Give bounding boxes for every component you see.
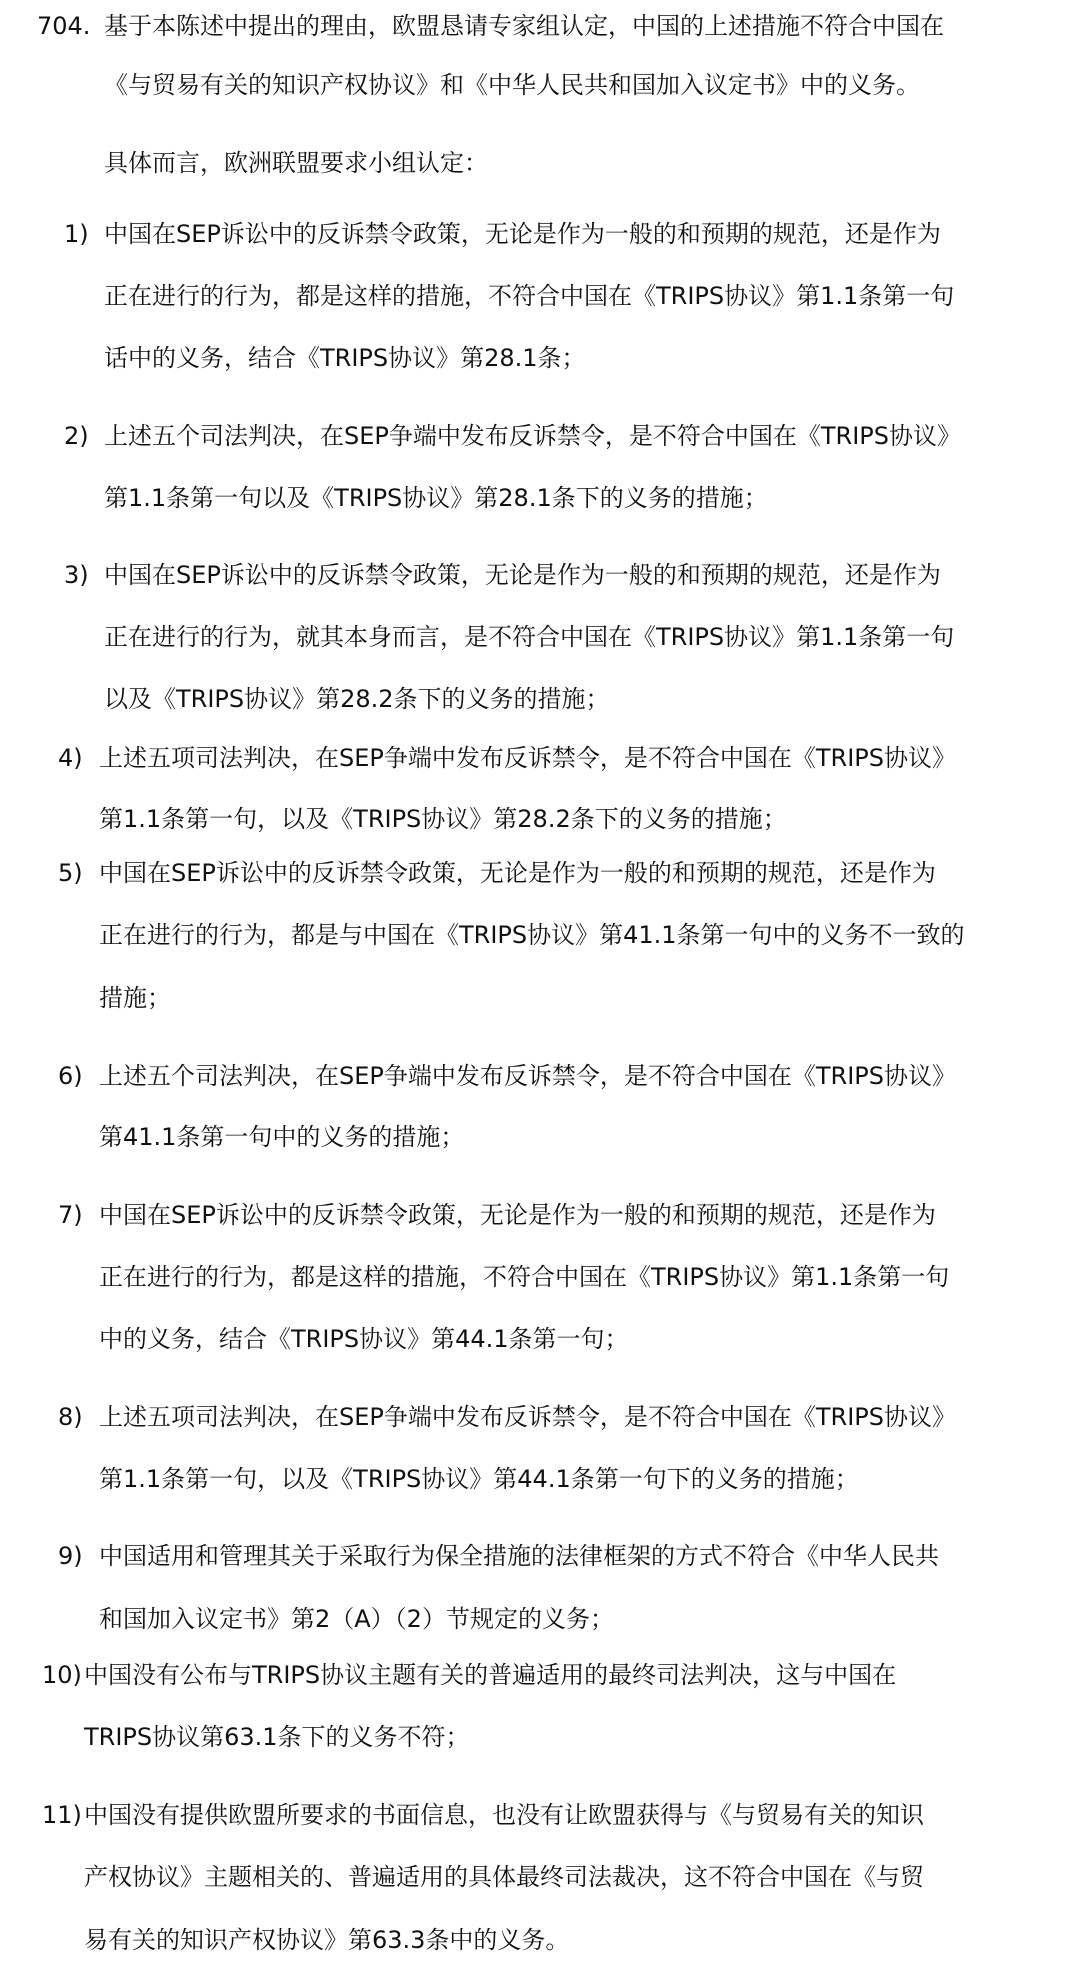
list-item-line: 上述五个司法判决，在SEP争端中发布反诉禁令，是不符合中国在《TRIPS协议》 [99, 1062, 956, 1090]
list-item-line: 中国在SEP诉讼中的反诉禁令政策，无论是作为一般的和预期的规范，还是作为 [104, 561, 941, 589]
list-item-line: 正在进行的行为，都是这样的措施，不符合中国在《TRIPS协议》第1.1条第一句 [99, 1263, 950, 1291]
list-item-line: 中国在SEP诉讼中的反诉禁令政策，无论是作为一般的和预期的规范，还是作为 [104, 220, 941, 248]
list-item-line: 中的义务，结合《TRIPS协议》第44.1条第一句； [99, 1325, 629, 1353]
list-item-number: 8) [58, 1403, 83, 1431]
list-item-line: 第1.1条第一句以及《TRIPS协议》第28.1条下的义务的措施； [104, 484, 768, 512]
list-item-line: 第41.1条第一句中的义务的措施； [99, 1123, 465, 1151]
list-item-line: 中国适用和管理其关于采取行为保全措施的法律框架的方式不符合《中华人民共 [99, 1542, 939, 1570]
list-item-number: 1) [64, 220, 89, 248]
list-item-line: 第1.1条第一句，以及《TRIPS协议》第44.1条第一句下的义务的措施； [99, 1465, 859, 1493]
list-item-number: 11) [42, 1801, 82, 1829]
list-item-number: 2) [64, 422, 89, 450]
paragraph-line: 基于本陈述中提出的理由，欧盟恳请专家组认定，中国的上述措施不符合中国在 [104, 12, 944, 40]
list-item-number: 10) [42, 1661, 82, 1689]
list-item-line: 上述五项司法判决，在SEP争端中发布反诉禁令，是不符合中国在《TRIPS协议》 [99, 744, 956, 772]
list-item-number: 6) [58, 1062, 83, 1090]
list-item-line: 措施； [99, 984, 171, 1012]
list-item-line: 第1.1条第一句，以及《TRIPS协议》第28.2条下的义务的措施； [99, 805, 787, 833]
list-item-number: 9) [58, 1542, 83, 1570]
list-item-line: 中国没有提供欧盟所要求的书面信息，也没有让欧盟获得与《与贸易有关的知识 [84, 1801, 924, 1829]
list-item-line: 正在进行的行为，都是这样的措施，不符合中国在《TRIPS协议》第1.1条第一句 [104, 282, 955, 310]
list-item-number: 7) [58, 1201, 83, 1229]
list-item-number: 4) [58, 744, 83, 772]
list-item-line: 易有关的知识产权协议》第63.3条中的义务。 [84, 1926, 570, 1954]
intro-text: 具体而言，欧洲联盟要求小组认定： [104, 149, 488, 177]
list-item-line: 话中的义务，结合《TRIPS协议》第28.1条； [104, 344, 586, 372]
list-item-line: 正在进行的行为，都是与中国在《TRIPS协议》第41.1条第一句中的义务不一致的 [99, 921, 965, 949]
list-item-line: 产权协议》主题相关的、普遍适用的具体最终司法裁决，这不符合中国在《与贸 [84, 1863, 924, 1891]
list-item-line: 中国在SEP诉讼中的反诉禁令政策，无论是作为一般的和预期的规范，还是作为 [99, 1201, 936, 1229]
list-item-line: 以及《TRIPS协议》第28.2条下的义务的措施； [104, 685, 610, 713]
list-item-line: TRIPS协议第63.1条下的义务不符； [84, 1723, 470, 1751]
list-item-line: 中国没有公布与TRIPS协议主题有关的普遍适用的最终司法判决，这与中国在 [84, 1661, 897, 1689]
list-item-line: 正在进行的行为，就其本身而言，是不符合中国在《TRIPS协议》第1.1条第一句 [104, 623, 955, 651]
list-item-line: 上述五个司法判决，在SEP争端中发布反诉禁令，是不符合中国在《TRIPS协议》 [104, 422, 961, 450]
list-item-line: 和国加入议定书》第2（A）（2）节规定的义务； [99, 1605, 614, 1633]
list-item-line: 中国在SEP诉讼中的反诉禁令政策，无论是作为一般的和预期的规范，还是作为 [99, 859, 936, 887]
list-item-number: 3) [64, 561, 89, 589]
list-item-line: 上述五项司法判决，在SEP争端中发布反诉禁令，是不符合中国在《TRIPS协议》 [99, 1403, 956, 1431]
paragraph-line: 《与贸易有关的知识产权协议》和《中华人民共和国加入议定书》中的义务。 [104, 71, 920, 99]
paragraph-number: 704. [37, 12, 91, 40]
list-item-number: 5) [58, 859, 83, 887]
